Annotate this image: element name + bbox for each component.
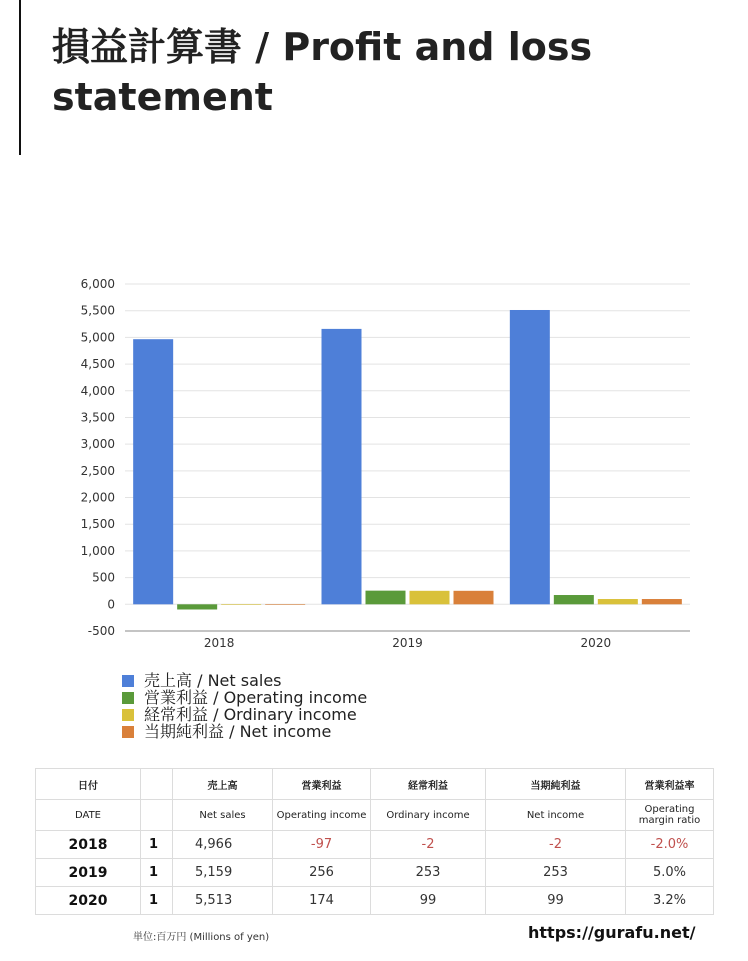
cell-margin: -2.0% bbox=[626, 831, 714, 859]
bar bbox=[177, 604, 217, 609]
bar bbox=[265, 604, 305, 605]
legend-item-operating-income bbox=[122, 689, 367, 706]
cell-net-income: 253 bbox=[486, 859, 626, 887]
cell-ordinary-income: -2 bbox=[371, 831, 486, 859]
bar bbox=[554, 595, 594, 604]
header-operating-income-en: Operating income bbox=[273, 800, 371, 831]
header-net-sales-ja: 売上高 bbox=[173, 769, 273, 800]
table-header-row-en bbox=[36, 800, 714, 831]
cell-net-income: -2 bbox=[486, 831, 626, 859]
bar bbox=[221, 604, 261, 605]
y-tick-label: 5,000 bbox=[80, 330, 115, 345]
table-row bbox=[36, 887, 714, 915]
legend-swatch-operating-income bbox=[122, 692, 134, 704]
table-row bbox=[36, 859, 714, 887]
chart-legend bbox=[122, 672, 367, 740]
page-title: 損益計算書 / Profit and loss statement bbox=[52, 25, 593, 119]
cell-ordinary-income: 99 bbox=[371, 887, 486, 915]
cell-month: 1 bbox=[141, 887, 173, 915]
y-tick-label: 3,000 bbox=[80, 437, 115, 452]
legend-label-net-sales: 売上高 / Net sales bbox=[144, 671, 282, 690]
cell-ordinary-income: 253 bbox=[371, 859, 486, 887]
cell-net-income: 99 bbox=[486, 887, 626, 915]
y-tick-label: 6,000 bbox=[80, 277, 115, 291]
bar bbox=[454, 591, 494, 605]
financial-table bbox=[35, 768, 714, 915]
header-net-income-en: Net income bbox=[486, 800, 626, 831]
header-ordinary-income-ja: 経常利益 bbox=[371, 769, 486, 800]
legend-swatch-net-sales bbox=[122, 675, 134, 687]
bar bbox=[642, 599, 682, 604]
y-tick-label: 2,500 bbox=[80, 463, 115, 478]
header-margin-en: Operating margin ratio bbox=[626, 800, 714, 831]
y-tick-label: -500 bbox=[87, 624, 115, 638]
legend-label-net-income: 当期純利益 / Net income bbox=[144, 722, 332, 741]
cell-net-sales: 5,159 bbox=[173, 859, 273, 887]
y-tick-label: 3,500 bbox=[80, 410, 115, 425]
legend-swatch-net-income bbox=[122, 726, 134, 738]
bar bbox=[322, 329, 362, 604]
x-tick-label: 2019 bbox=[392, 636, 423, 650]
y-tick-label: 2,000 bbox=[80, 490, 115, 505]
cell-month: 1 bbox=[141, 859, 173, 887]
cell-net-sales: 4,966 bbox=[173, 831, 273, 859]
legend-item-net-sales bbox=[122, 672, 367, 689]
header-date-en: DATE bbox=[36, 800, 141, 831]
header-net-income-ja: 当期純利益 bbox=[486, 769, 626, 800]
title-accent-rule bbox=[19, 0, 21, 155]
legend-item-net-income bbox=[122, 723, 367, 740]
header-month-en bbox=[141, 800, 173, 831]
bar bbox=[133, 339, 173, 604]
x-tick-label: 2018 bbox=[203, 636, 235, 650]
y-tick-label: 1,000 bbox=[80, 543, 115, 558]
cell-year: 2020 bbox=[36, 887, 141, 915]
header-margin-ja: 営業利益率 bbox=[626, 769, 714, 800]
legend-label-operating-income: 営業利益 / Operating income bbox=[144, 688, 368, 707]
header-ordinary-income-en: Ordinary income bbox=[371, 800, 486, 831]
y-tick-label: 4,000 bbox=[80, 383, 115, 398]
y-tick-label: 5,500 bbox=[80, 303, 115, 318]
cell-month: 1 bbox=[141, 831, 173, 859]
cell-year: 2019 bbox=[36, 859, 141, 887]
cell-margin: 5.0% bbox=[626, 859, 714, 887]
header-net-sales-en: Net sales bbox=[173, 800, 273, 831]
bar bbox=[510, 310, 550, 604]
unit-note: 単位:百万円 (Millions of yen) bbox=[133, 932, 270, 943]
cell-net-sales: 5,513 bbox=[173, 887, 273, 915]
header-date-ja: 日付 bbox=[36, 769, 141, 800]
y-tick-label: 500 bbox=[92, 570, 115, 585]
header-month-ja bbox=[141, 769, 173, 800]
cell-operating-income: 256 bbox=[273, 859, 371, 887]
y-tick-label: 4,500 bbox=[80, 357, 115, 372]
legend-label-ordinary-income: 経常利益 / Ordinary income bbox=[144, 705, 357, 724]
bar-chart bbox=[0, 270, 748, 665]
table-header-row-ja bbox=[36, 769, 714, 800]
cell-margin: 3.2% bbox=[626, 887, 714, 915]
bar bbox=[410, 591, 450, 605]
legend-item-ordinary-income bbox=[122, 706, 367, 723]
x-tick-label: 2020 bbox=[580, 636, 612, 650]
bar bbox=[598, 599, 638, 604]
cell-operating-income: -97 bbox=[273, 831, 371, 859]
header-operating-income-ja: 営業利益 bbox=[273, 769, 371, 800]
cell-year: 2018 bbox=[36, 831, 141, 859]
cell-operating-income: 174 bbox=[273, 887, 371, 915]
bar bbox=[366, 591, 406, 605]
financial-table-container bbox=[35, 768, 713, 915]
legend-swatch-ordinary-income bbox=[122, 709, 134, 721]
y-tick-label: 1,500 bbox=[80, 517, 115, 532]
table-row bbox=[36, 831, 714, 859]
y-tick-label: 0 bbox=[107, 597, 115, 612]
source-url: https://gurafu.net/ bbox=[528, 923, 696, 942]
